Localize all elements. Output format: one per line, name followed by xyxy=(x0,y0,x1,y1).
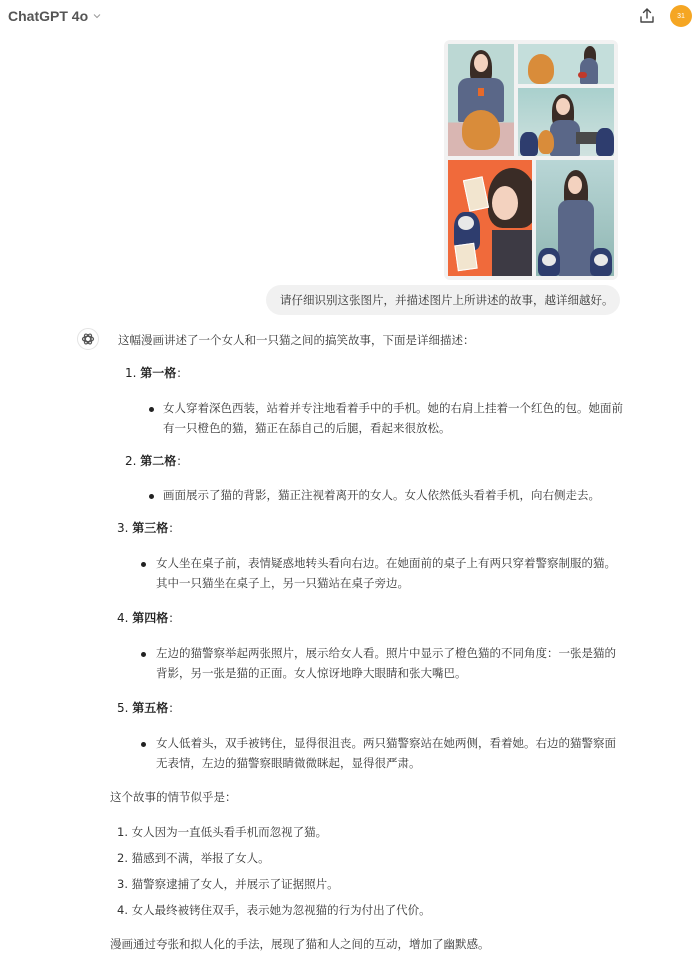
panel-heading-2: 2. 第二格： xyxy=(125,454,189,468)
panel-heading-5: 5. 第五格： xyxy=(117,701,181,715)
top-bar xyxy=(0,0,700,36)
comic-panel-3 xyxy=(518,88,614,156)
model-selector[interactable] xyxy=(8,8,102,24)
chevron-down-icon xyxy=(92,11,102,21)
openai-logo-icon xyxy=(81,332,95,346)
user-avatar[interactable] xyxy=(670,5,692,27)
plot-intro: 这个故事的情节似乎是： xyxy=(110,790,237,804)
bullet xyxy=(149,407,154,412)
panel-4-line-2: 背影，另一张是猫的正面。女人惊讶地睁大眼睛和张大嘴巴。 xyxy=(156,666,467,680)
comic-panel-4 xyxy=(448,160,532,276)
panel-heading-4: 4. 第四格： xyxy=(117,611,181,625)
plot-point-4: 4. 女人最终被铐住双手，表示她为忽视猫的行为付出了代价。 xyxy=(117,903,431,917)
bullet xyxy=(149,494,154,499)
panel-4-line-1: 左边的猫警察举起两张照片，展示给女人看。照片中显示了橙色猫的不同角度：一张是猫的 xyxy=(156,646,616,660)
panel-2-line-1: 画面展示了猫的背影，猫正注视着离开的女人。女人依然低头看着手机，向右侧走去。 xyxy=(163,488,600,502)
comic-panel-5 xyxy=(536,160,614,276)
panel-3-line-1: 女人坐在桌子前，表情疑惑地转头看向右边。在她面前的桌子上有两只穿着警察制服的猫。 xyxy=(156,556,616,570)
user-message-bubble xyxy=(266,285,620,315)
panel-1-line-1: 女人穿着深色西装，站着并专注地看着手中的手机。她的右肩上挂着一个红色的包。她面前 xyxy=(163,401,623,415)
assistant-conclusion: 漫画通过夸张和拟人化的手法，展现了猫和人之间的互动，增加了幽默感。 xyxy=(110,937,490,951)
panel-3-line-2: 其中一只猫坐在桌子上，另一只猫站在桌子旁边。 xyxy=(156,576,409,590)
bullet xyxy=(141,652,146,657)
plot-point-1: 1. 女人因为一直低头看手机而忽视了猫。 xyxy=(117,825,328,839)
comic-panel-1 xyxy=(448,44,514,156)
uploaded-comic-image[interactable] xyxy=(444,40,618,280)
panel-heading-1: 1. 第一格： xyxy=(125,366,189,380)
plot-point-2: 2. 猫感到不满，举报了女人。 xyxy=(117,851,270,865)
panel-1-line-2: 有一只橙色的猫，猫正在舔自己的后腿，看起来很放松。 xyxy=(163,421,451,435)
assistant-avatar xyxy=(77,328,99,350)
panel-heading-3: 3. 第三格： xyxy=(117,521,181,535)
bullet xyxy=(141,742,146,747)
assistant-intro: 这幅漫画讲述了一个女人和一只猫之间的搞笑故事，下面是详细描述： xyxy=(118,333,475,347)
model-name: ChatGPT 4o xyxy=(8,8,89,24)
avatar-text: 31 xyxy=(677,12,685,20)
plot-point-3: 3. 猫警察逮捕了女人，并展示了证据照片。 xyxy=(117,877,339,891)
user-message-text: 请仔细识别这张图片，并描述图片上所讲述的故事，越详细越好。 xyxy=(280,293,614,307)
share-icon[interactable] xyxy=(638,7,656,25)
panel-5-line-2: 无表情，左边的猫警察眼睛微微眯起，显得很严肃。 xyxy=(156,756,421,770)
panel-5-line-1: 女人低着头，双手被铐住，显得很沮丧。两只猫警察站在她两侧，看着她。右边的猫警察面 xyxy=(156,736,616,750)
comic-panel-2 xyxy=(518,44,614,84)
bullet xyxy=(141,562,146,567)
